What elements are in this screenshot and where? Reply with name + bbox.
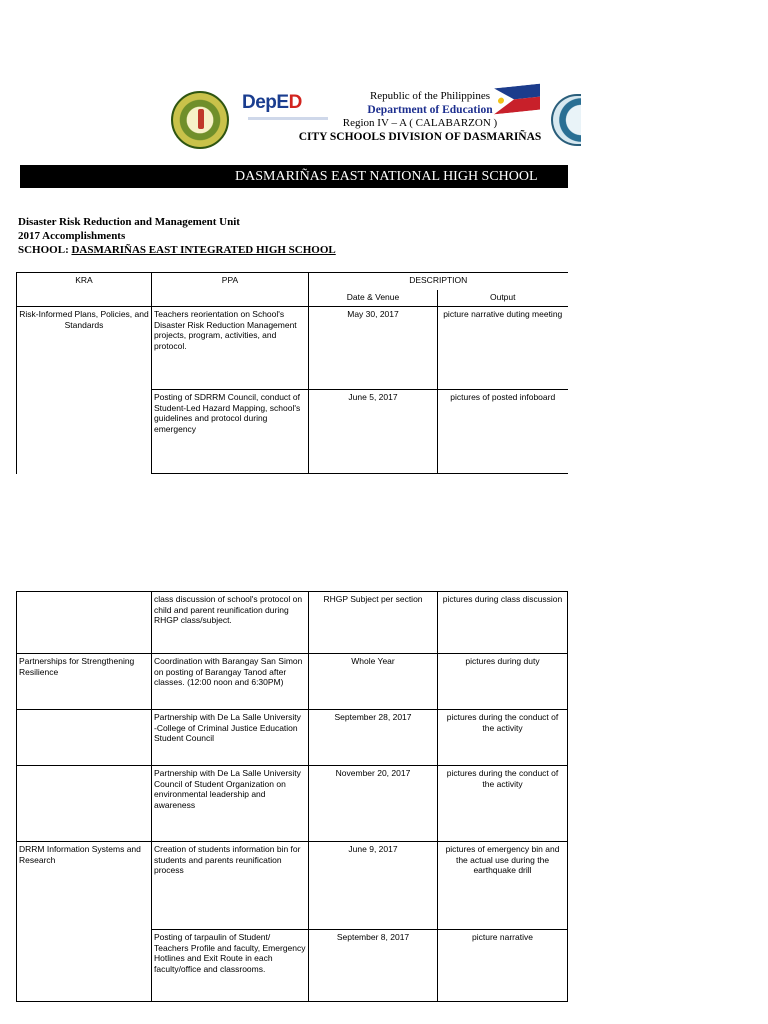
division-text: CITY SCHOOLS DIVISION OF DASMARIÑAS: [298, 131, 542, 143]
header-description: DESCRIPTION: [309, 273, 568, 290]
output-cell: pictures of emergency bin and the actual use during the earthquake drill: [438, 842, 568, 930]
deped-logo-underline: [248, 117, 328, 120]
school-line: [18, 244, 336, 256]
table-row: [17, 766, 568, 842]
ppa-cell: Creation of students information bin for students and parents reunification process: [152, 842, 309, 930]
output-cell: pictures during the conduct of the activity: [438, 710, 568, 766]
date-cell: November 20, 2017: [309, 766, 438, 842]
output-cell: pictures during duty: [438, 654, 568, 710]
date-cell: Whole Year: [309, 654, 438, 710]
date-cell: May 30, 2017: [309, 307, 438, 390]
output-cell: pictures of posted infoboard: [438, 390, 568, 474]
kra-cell: [17, 592, 152, 654]
output-cell: pictures during class discussion: [438, 592, 568, 654]
table-row: [17, 307, 568, 390]
school-seal-logo: [171, 91, 229, 149]
accomplishments-table-page1: [16, 272, 568, 474]
header-ppa: PPA: [152, 273, 309, 307]
header-output: Output: [438, 290, 568, 307]
header-date-venue: Date & Venue: [309, 290, 438, 307]
ppa-cell: Partnership with De La Salle University -College of Criminal Justice Education Student Council: [152, 710, 309, 766]
ppa-cell: Partnership with De La Salle University Council of Student Organization on environmental leadership and awareness: [152, 766, 309, 842]
unit-title: Disaster Risk Reduction and Management Unit: [18, 216, 240, 228]
ppa-cell: Posting of tarpaulin of Student/ Teachers Profile and faculty, Emergency Hotlines and Exit Route in each faculty/office and classrooms.: [152, 930, 309, 1002]
report-title: 2017 Accomplishments: [18, 230, 126, 242]
kra-cell: DRRM Information Systems and Research: [17, 842, 152, 1002]
header-kra: KRA: [17, 273, 152, 307]
kra-cell: [17, 766, 152, 842]
output-cell: picture narrative: [438, 930, 568, 1002]
table-row: [17, 654, 568, 710]
deped-logo: DepED: [242, 92, 303, 113]
kra-cell: Partnerships for Strengthening Resilience: [17, 654, 152, 710]
date-cell: September 8, 2017: [309, 930, 438, 1002]
region-text: Region IV – A ( CALABARZON ): [342, 117, 498, 129]
ppa-cell: Coordination with Barangay San Simon on posting of Barangay Tanod after classes. (12:00 noon and 6:30PM): [152, 654, 309, 710]
ppa-cell: Teachers reorientation on School's Disaster Risk Reduction Management projects, program, activities, and protocol.: [152, 307, 309, 390]
school-banner: DASMARIÑAS EAST NATIONAL HIGH SCHOOL: [20, 165, 568, 188]
date-cell: June 9, 2017: [309, 842, 438, 930]
table-row: [17, 592, 568, 654]
school-value: DASMARIÑAS EAST INTEGRATED HIGH SCHOOL: [71, 244, 336, 256]
date-cell: September 28, 2017: [309, 710, 438, 766]
ppa-cell: class discussion of school's protocol on child and parent reunification during RHGP class/subject.: [152, 592, 309, 654]
kra-cell: Risk-Informed Plans, Policies, and Standards: [17, 307, 152, 474]
accomplishments-table-page2: [16, 591, 568, 1002]
output-cell: pictures during the conduct of the activity: [438, 766, 568, 842]
republic-text: Republic of the Philippines: [369, 90, 491, 102]
output-cell: picture narrative duting meeting: [438, 307, 568, 390]
school-label: SCHOOL:: [18, 244, 72, 256]
kra-cell: [17, 710, 152, 766]
ppa-cell: Posting of SDRRM Council, conduct of Student-Led Hazard Mapping, school's guidelines and protocol during emergency: [152, 390, 309, 474]
department-text: Department of Education: [367, 104, 493, 116]
date-cell: RHGP Subject per section: [309, 592, 438, 654]
date-cell: June 5, 2017: [309, 390, 438, 474]
table-row: [17, 710, 568, 766]
table-row: [17, 842, 568, 930]
